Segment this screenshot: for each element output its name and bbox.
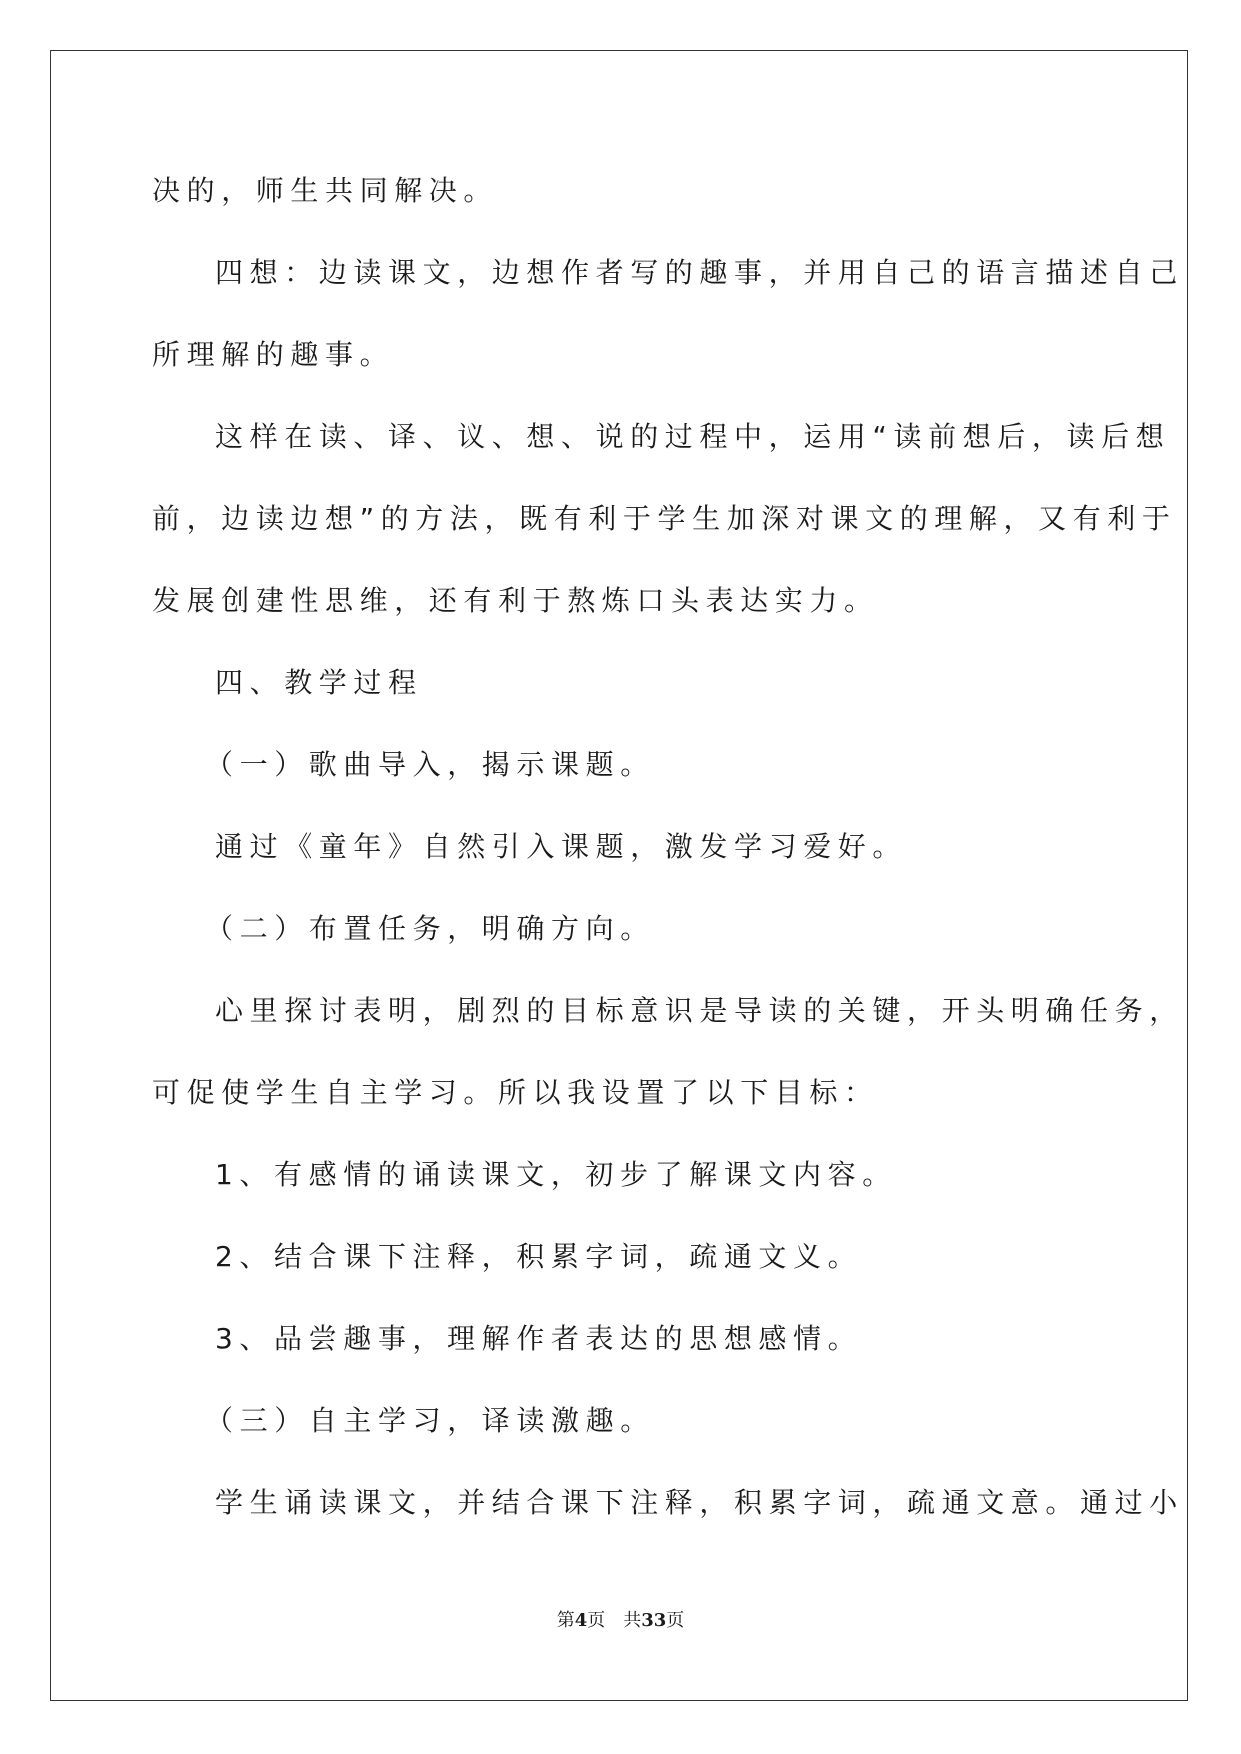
text-line: 心里探讨表明，剧烈的目标意识是导读的关键，开头明确任务， [215,994,1184,1027]
subsection-heading: （二）布置任务，明确方向。 [205,912,655,945]
page-footer [0,1606,1241,1632]
list-item: 3、品尝趣事，理解作者表达的思想感情。 [215,1322,863,1355]
text-line: 这样在读、译、议、想、说的过程中，运用“读前想后，读后想 [215,420,1171,453]
text-line: 前，边读边想”的方法，既有利于学生加深对课文的理解，又有利于 [152,502,1177,535]
page-border [50,50,1188,1701]
total-page-count: 33 [641,1610,667,1631]
footer-suffix: 页 [666,1610,685,1631]
list-item: 1、有感情的诵读课文，初步了解课文内容。 [215,1158,897,1191]
section-heading: 四、教学过程 [215,666,423,699]
current-page-number: 4 [574,1610,588,1631]
text-line: 四想：边读课文，边想作者写的趣事，并用自己的语言描述自己 [215,256,1184,289]
text-line: 可促使学生自主学习。所以我设置了以下目标： [152,1076,879,1109]
footer-prefix: 第 [556,1610,575,1631]
subsection-heading: （三）自主学习，译读激趣。 [205,1404,655,1437]
footer-mid: 页 共 [587,1610,642,1631]
text-line: 通过《童年》自然引入课题，激发学习爱好。 [215,830,908,863]
subsection-heading: （一）歌曲导入，揭示课题。 [205,748,655,781]
text-line: 所理解的趣事。 [152,338,395,371]
list-item: 2、结合课下注释，积累字词，疏通文义。 [215,1240,863,1273]
text-line: 学生诵读课文，并结合课下注释，积累字词，疏通文意。通过小 [215,1486,1184,1519]
text-line: 决的，师生共同解决。 [152,174,499,207]
text-line: 发展创建性思维，还有利于熬炼口头表达实力。 [152,584,879,617]
